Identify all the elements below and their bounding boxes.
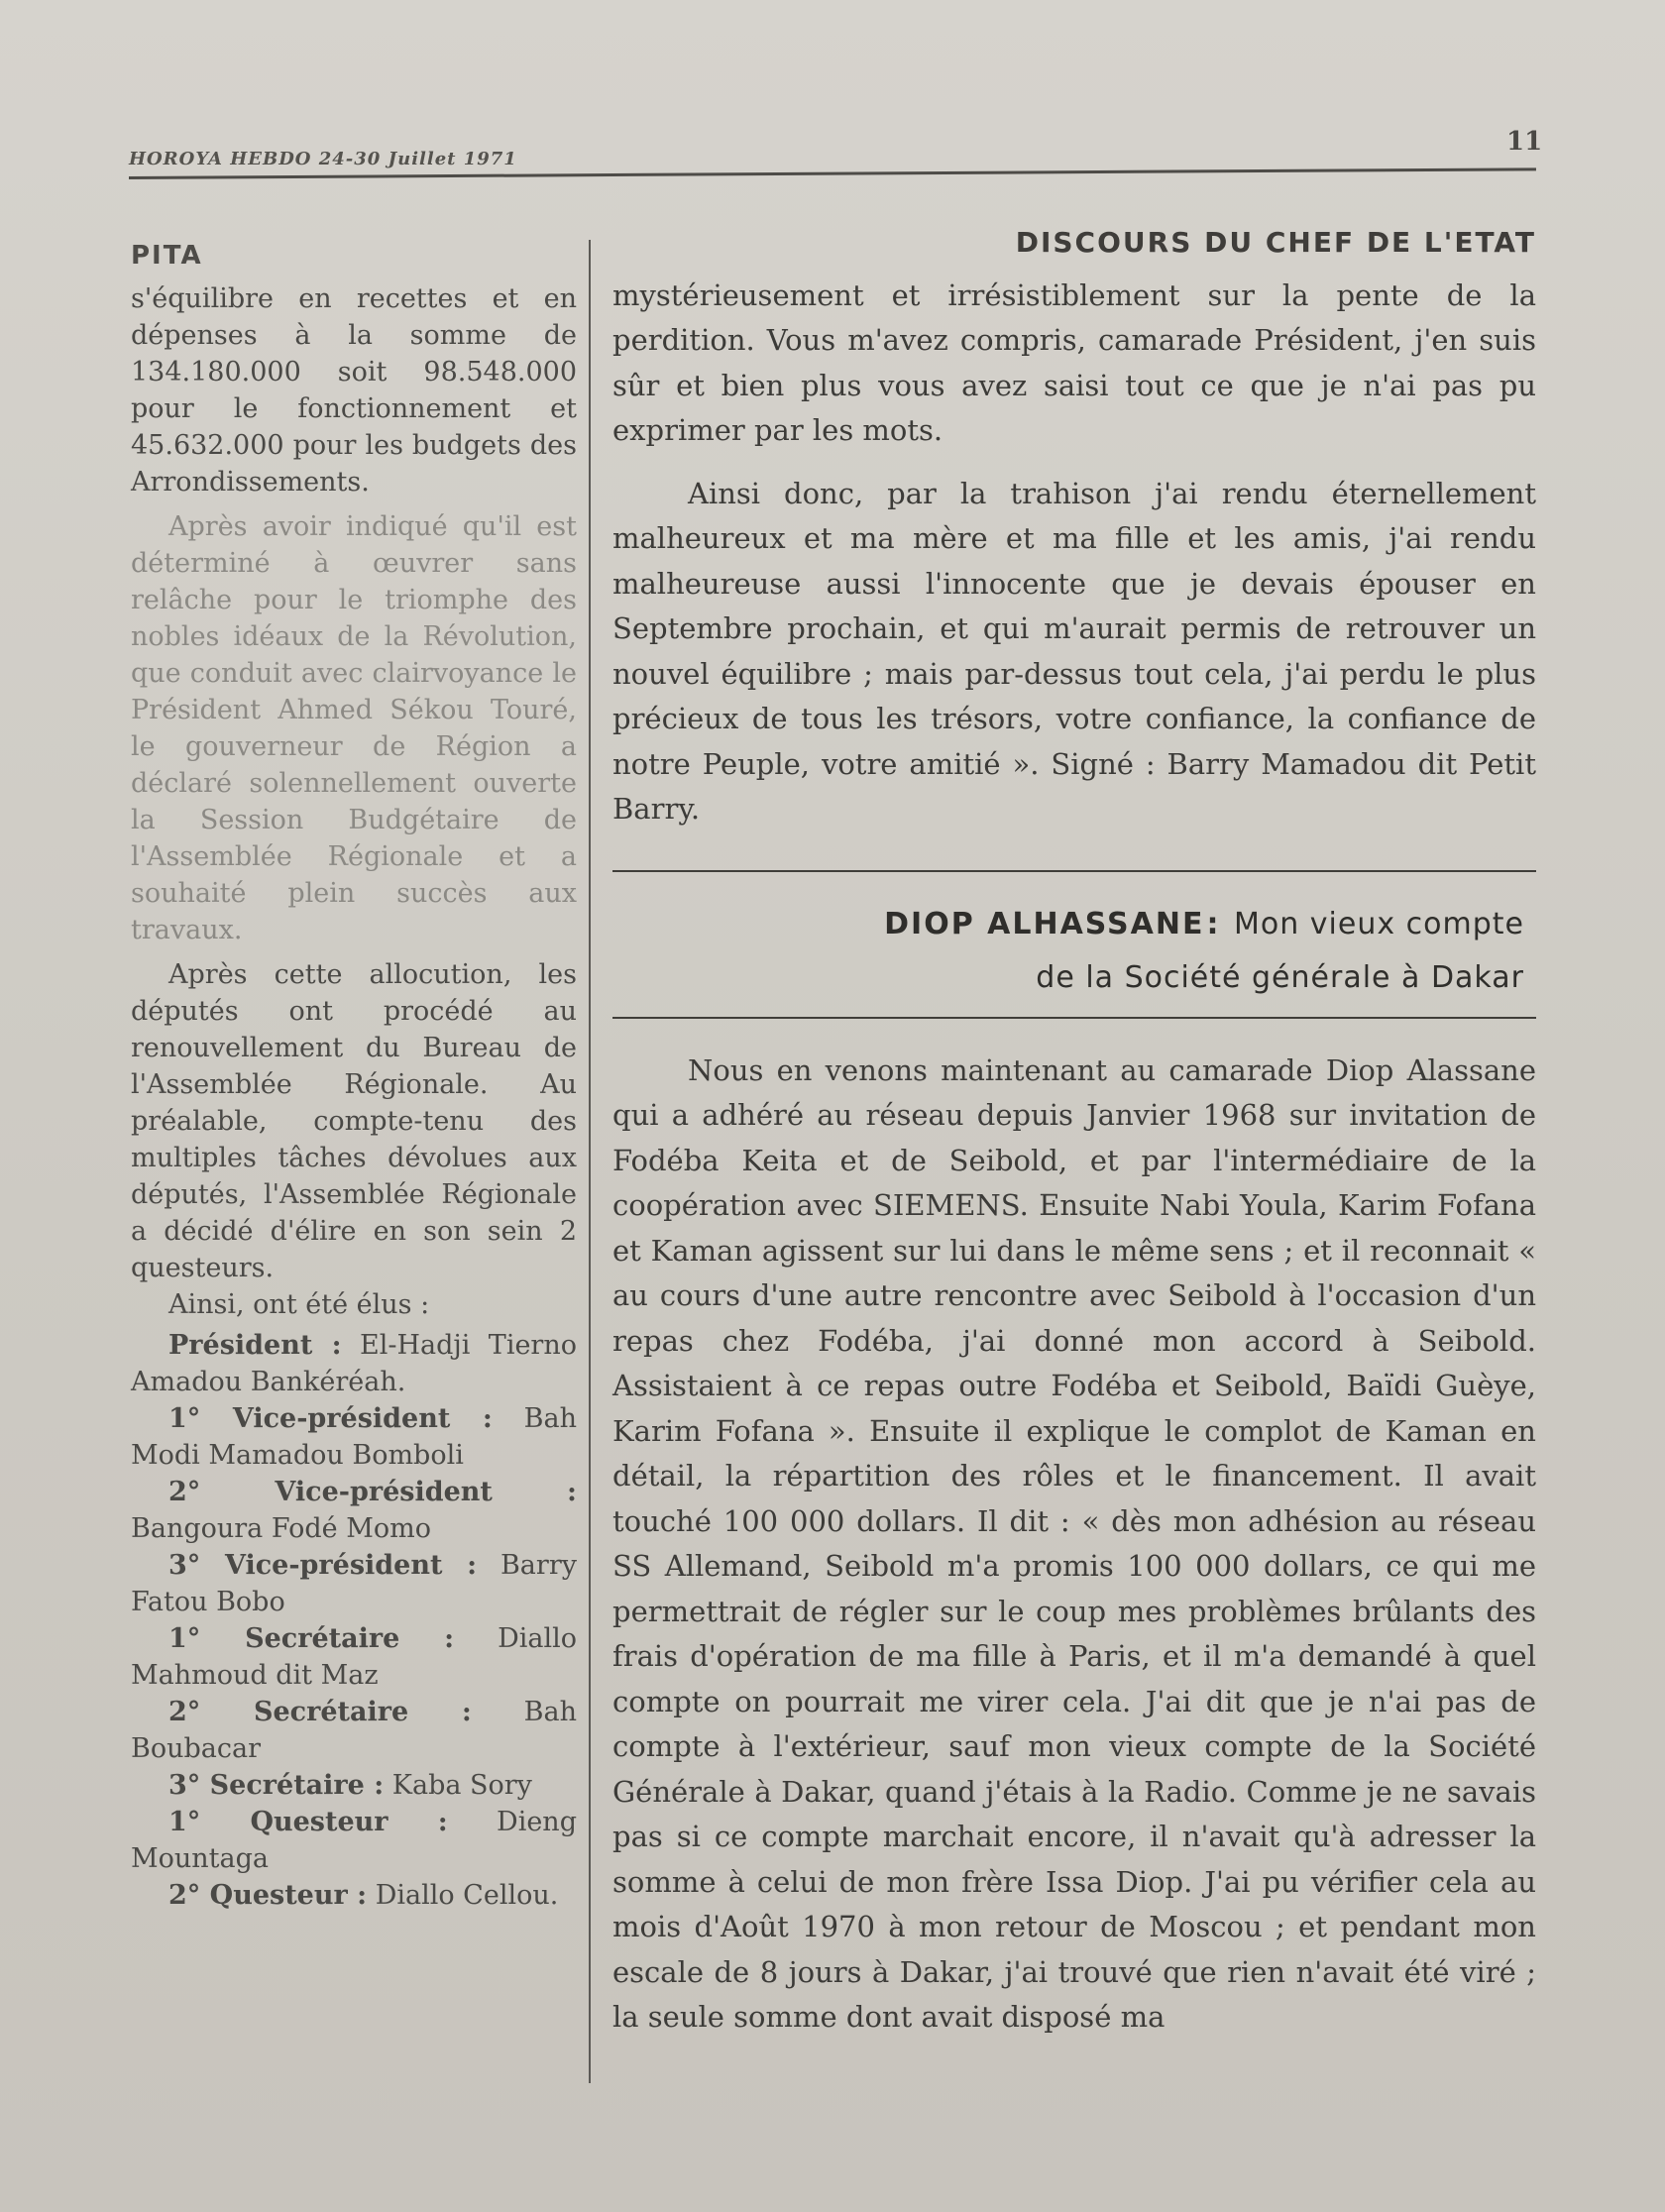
officer-entry <box>131 1474 577 1547</box>
headline-separator: : <box>1206 906 1219 941</box>
officer-name: Barry Fatou Bobo <box>131 1550 577 1617</box>
right-column <box>612 220 1536 2041</box>
header-rule <box>129 167 1536 179</box>
left-paragraph-2: Après avoir indiqué qu'il est déterminé à œuvrer sans relâche pour le triomphe des nobles idéaux de la Révolution, que conduit avec clairvoyance le Président Ahmed Sékou Touré, le gouverneur de Région a déclaré solennellement ouverte la Session Budgétaire de l'Assemblée Régionale et a souhaité plein succès aux travaux. <box>131 511 577 945</box>
right-paragraph-1: mystérieusement et irrésistiblement sur la pente de la perdition. Vous m'avez compris, camarade Président, j'en suis sûr et bien plus vous avez saisi tout ce que je n'ai pas pu exprimer par les mots. <box>612 277 1536 447</box>
officer-role: 2° Secrétaire : <box>168 1697 472 1727</box>
running-head: HOROYA HEBDO 24-30 Juillet 1971 <box>129 149 517 169</box>
officer-entry <box>131 1877 577 1914</box>
left-paragraph-4: Ainsi, ont été élus : <box>168 1289 430 1320</box>
officer-entry <box>131 1804 577 1877</box>
officer-entry <box>131 1400 577 1474</box>
headline-title-line-1: Mon vieux compte <box>1234 906 1524 941</box>
officer-role: 1° Questeur : <box>168 1807 448 1837</box>
officer-entry <box>131 1620 577 1694</box>
officer-role: 2° Questeur : <box>168 1880 368 1911</box>
column-divider <box>589 240 591 2083</box>
left-column <box>131 238 577 1914</box>
headline-bottom-rule <box>612 1017 1536 1019</box>
article-body: Nous en venons maintenant au camarade Diop Alassane qui a adhéré au réseau depuis Janvier 1968 sur invitation de Fodéba Keita et de Seibold, et par l'intermédiaire de la coopération avec SIEMENS. Ensuite Nabi Youla, Karim Fofana et Kaman agissent sur lui dans le même sens ; et il reconnait « au cours d'une autre rencontre avec Seibold à l'occasion d'un repas chez Fodéba, j'ai donné mon accord à Seibold. Assistaient à ce repas outre Fodéba et Seibold, Baïdi Guèye, Karim Fofana ». Ensuite il explique le complot de Kaman en détail, la répartition des rôles et le financement. Il avait touché 100 000 dollars. Il dit : « dès mon adhésion au réseau SS Allemand, Seibold m'a promis 100 000 dollars, ce qui me permettrait de régler sur le coup mes problèmes brûlants des frais d'opération de ma fille à Paris, et il m'a demandé à quel compte on pourrait me virer cela. J'ai dit que je n'ai pas de compte à l'extérieur, sauf mon vieux compte de la Société Générale à Dakar, quand j'étais à la Radio. Comme je ne savais pas si ce compte marchait encore, il n'avait qu'à adresser la somme à celui de mon frère Issa Diop. J'ai pu vérifier cela au mois d'Août 1970 à mon retour de Moscou ; et pendant mon escale de 8 jours à Dakar, j'ai trouvé que rien n'avait été viré ; la seule somme dont avait disposé ma <box>612 1052 1536 2034</box>
officer-entry <box>131 1694 577 1767</box>
officer-role: 3° Vice-président : <box>168 1550 478 1581</box>
officer-entry <box>131 1547 577 1620</box>
left-paragraph-3: Après cette allocution, les députés ont procédé au renouvellement du Bureau de l'Assemblée Régionale. Au préalable, compte-tenu des multiples tâches dévolues aux députés, l'Assemblée Régionale a décidé d'élire en son sein 2 questeurs. <box>131 959 577 1283</box>
officer-name: Bangoura Fodé Momo <box>131 1513 431 1544</box>
page-number: 11 <box>1506 127 1543 157</box>
officer-role: 1° Vice-président : <box>168 1403 493 1434</box>
officer-name: Dieng Mountaga <box>131 1807 577 1874</box>
officer-role: 1° Secrétaire : <box>168 1623 455 1654</box>
left-paragraph-1: s'équilibre en recettes et en dépenses à la somme de 134.180.000 soit 98.548.000 pour le fonctionnement et 45.632.000 pour les budgets des Arrondissements. <box>131 283 577 498</box>
officer-entry <box>131 1767 577 1804</box>
headline-title-line-2: de la Société générale à Dakar <box>1036 959 1524 995</box>
officer-role: Président : <box>168 1330 342 1361</box>
officer-role: 2° Vice-président : <box>168 1477 577 1507</box>
officer-name: Bah Boubacar <box>131 1697 577 1764</box>
article-headline <box>612 872 1536 1017</box>
officer-role: 3° Secrétaire : <box>168 1770 385 1801</box>
headline-name: DIOP ALHASSANE <box>884 906 1205 941</box>
officer-list <box>131 1327 577 1914</box>
officer-name: Diallo Mahmoud dit Maz <box>131 1623 577 1691</box>
officer-name: Bah Modi Mamadou Bomboli <box>131 1403 577 1471</box>
officer-name: El-Hadji Tierno Amadou Bankéréah. <box>131 1330 577 1397</box>
section-title: DISCOURS DU CHEF DE L'ETAT <box>1015 226 1536 259</box>
right-paragraph-2: Ainsi donc, par la trahison j'ai rendu éternellement malheureux et ma mère et ma fille et les amis, j'ai rendu malheureuse aussi l'innocente que je devais épouser en Septembre prochain, et qui m'aurait permis de retrouver un nouvel équilibre ; mais par-dessus tout cela, j'ai perdu le plus précieux de tous les trésors, votre confiance, la confiance de notre Peuple, votre amitié ». Signé : Barry Mamadou dit Petit Barry. <box>612 476 1536 826</box>
officer-name: Kaba Sory <box>391 1770 532 1801</box>
officer-name: Diallo Cellou. <box>375 1880 559 1911</box>
officer-entry <box>131 1327 577 1400</box>
left-column-kicker: PITA <box>131 241 203 271</box>
